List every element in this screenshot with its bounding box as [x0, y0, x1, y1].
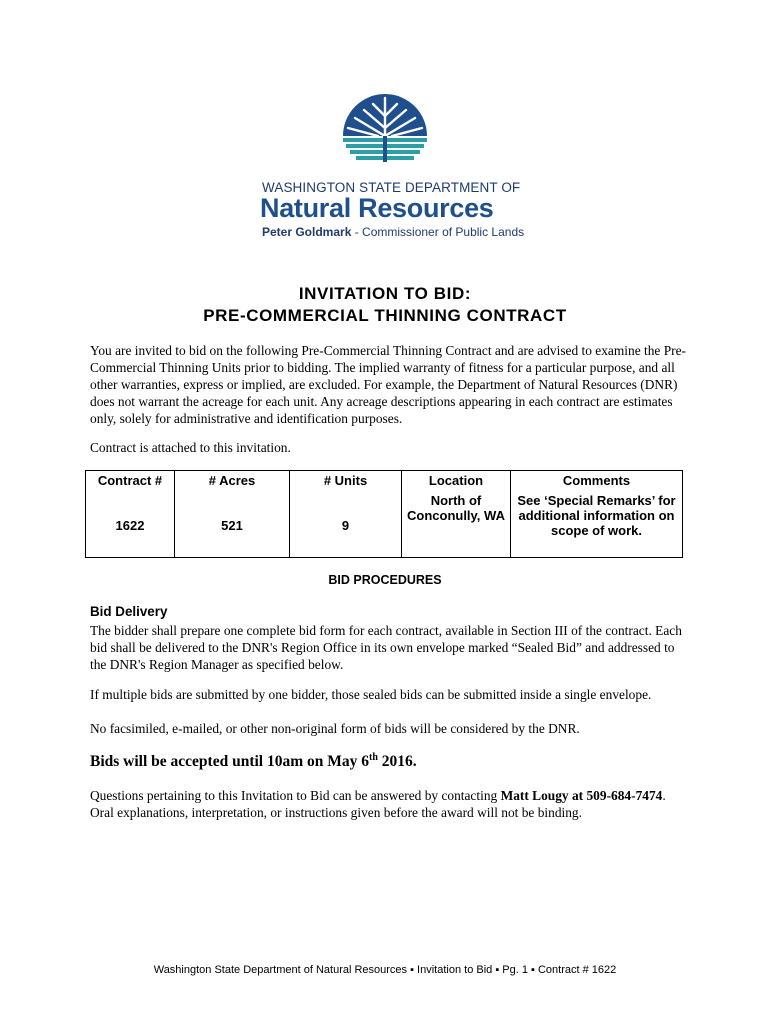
deadline-prefix: Bids will be accepted until 10am on May 6 [90, 753, 370, 771]
intro-paragraph: You are invited to bid on the following Pre-Commercial Thinning Contract and are advised to examine the Pre-Commercial Thinning Units prior to bidding. The implied warranty of fitness for a particular purpose, and all other warranties, express or implied, are excluded. For example, the Department of Natural Resources (DNR) does not warrant the acreage for each unit. Any acreage descriptions appearing in each contract are estimates only, solely for administrative and identification purposes. [90, 343, 686, 426]
commissioner-title: Commissioner of Public Lands [362, 225, 525, 239]
bid-deadline [90, 752, 417, 771]
attached-note: Contract is attached to this invitation. [90, 440, 291, 455]
header-acres: # Acres [175, 471, 290, 492]
header-contract: Contract # [86, 471, 175, 492]
contact-name-phone: Matt Lougy at 509-684-7474 [500, 788, 663, 803]
deadline-ordinal: th [369, 752, 378, 763]
contract-table [85, 470, 683, 558]
multiple-bids-text: If multiple bids are submitted by one bidder, those sealed bids can be submitted inside a single envelope. [90, 687, 652, 702]
dnr-logo [340, 92, 430, 164]
page-footer: Washington State Department of Natural Resources ▪ Invitation to Bid ▪ Pg. 1 ▪ Contract # 1622 [153, 964, 617, 976]
questions-paragraph [90, 787, 686, 821]
cell-comments: See ‘Special Remarks’ for additional information on scope of work. [511, 491, 683, 557]
cell-location: North of Conconully, WA [402, 491, 511, 557]
questions-suffix: . Oral explanations, interpretation, or instructions given before the award will not be binding. [90, 788, 666, 820]
table-header-row [86, 471, 683, 492]
bid-procedures-heading: BID PROCEDURES [328, 573, 442, 587]
commissioner-name: Peter Goldmark [262, 225, 352, 239]
commissioner-separator: - [351, 225, 363, 239]
cell-units: 9 [290, 491, 402, 557]
department-line: WASHINGTON STATE DEPARTMENT OF [262, 180, 521, 195]
document-title-line2: PRE-COMMERCIAL THINNING CONTRACT [203, 306, 567, 325]
cell-acres: 521 [175, 491, 290, 557]
header-location: Location [402, 471, 511, 492]
header-units: # Units [290, 471, 402, 492]
table-row [86, 491, 683, 557]
no-fax-text: No facsimiled, e-mailed, or other non-original form of bids will be considered by the DNR. [90, 721, 580, 736]
header-comments: Comments [511, 471, 683, 492]
bid-delivery-text: The bidder shall prepare one complete bid form for each contract, available in Section III of the contract. Each bid shall be delivered to the DNR's Region Office in its own envelope marked “Sealed Bid” and addressed to the DNR's Region Manager as specified below. [90, 623, 682, 672]
questions-prefix: Questions pertaining to this Invitation to Bid can be answered by contacting [90, 788, 501, 803]
commissioner-line [262, 225, 524, 239]
document-title-line1: INVITATION TO BID: [298, 284, 472, 303]
deadline-year: 2016. [377, 753, 417, 771]
cell-contract: 1622 [86, 491, 175, 557]
bid-delivery-heading: Bid Delivery [90, 604, 168, 619]
agency-name: Natural Resources [260, 193, 494, 223]
